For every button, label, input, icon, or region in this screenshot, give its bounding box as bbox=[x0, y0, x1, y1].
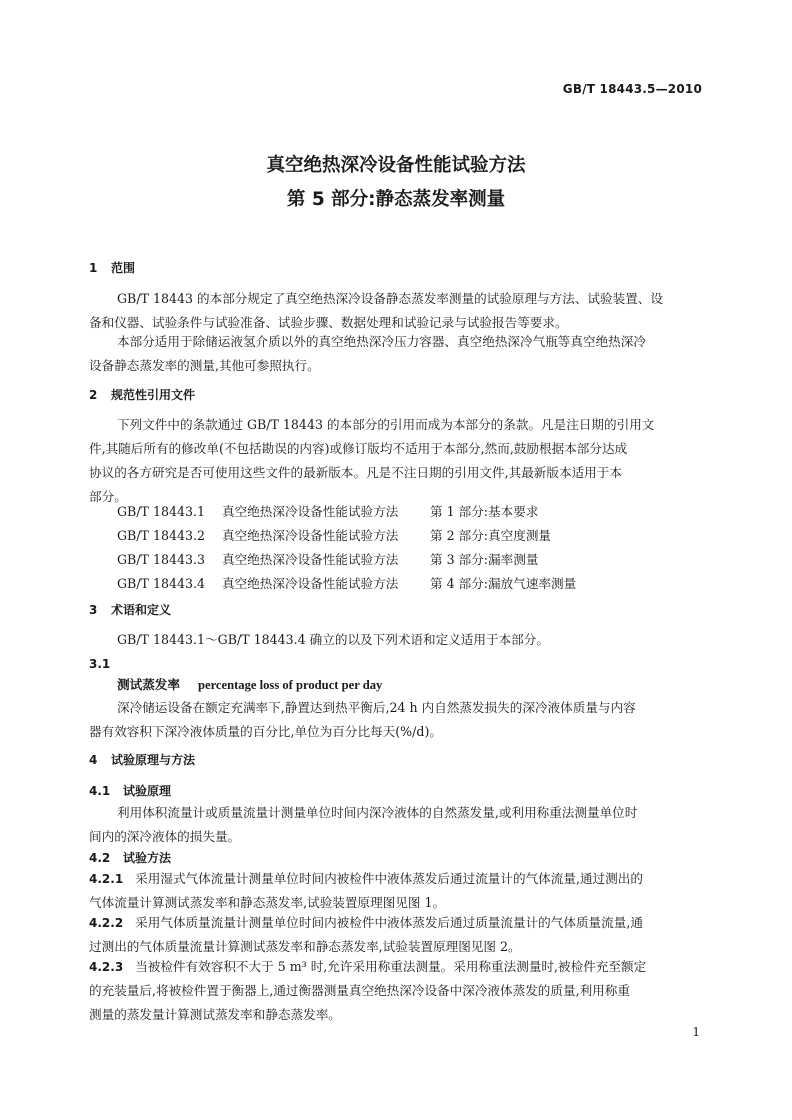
paragraph-line: 4.2.2 采用气体质量流量计测量单位时间内被检件中液体蒸发后通过质量流量计的气体质量流量,通 bbox=[89, 915, 643, 930]
paragraph-line: 深冷储运设备在额定充满率下,静置达到热平衡后,24 h 内自然蒸发损失的深冷液体质量与内容 bbox=[117, 700, 636, 715]
subsection-heading: 4.2 试验方法 bbox=[89, 851, 172, 865]
standard-number: GB/T 18443.5—2010 bbox=[562, 82, 702, 96]
paragraph-line: 气体流量计算测试蒸发率和静态蒸发率,试验装置原理图见图 1。 bbox=[89, 895, 446, 910]
section-heading: 2 规范性引用文件 bbox=[89, 388, 196, 402]
reference-item: GB/T 18443.1 真空绝热深冷设备性能试验方法 第 1 部分:基本要求 bbox=[117, 504, 539, 519]
paragraph-line: 协议的各方研究是否可使用这些文件的最新版本。凡是不注日期的引用文件,其最新版本适用于本 bbox=[89, 465, 622, 480]
paragraph-line: 间内的深冷液体的损失量。 bbox=[89, 829, 241, 844]
reference-item: GB/T 18443.2 真空绝热深冷设备性能试验方法 第 2 部分:真空度测量 bbox=[117, 528, 552, 543]
paragraph-line: 4.2.1 采用湿式气体流量计测量单位时间内被检件中液体蒸发后通过流量计的气体流量,通过测出的 bbox=[89, 871, 643, 886]
paragraph-line: 测量的蒸发量计算测试蒸发率和静态蒸发率。 bbox=[89, 1007, 341, 1022]
paragraph-line: 部分。 bbox=[89, 489, 127, 504]
subsection-heading: 4.1 试验原理 bbox=[89, 784, 172, 798]
paragraph-line: 4.2.3 当被检件有效容积不大于 5 m³ 时,允许采用称重法测量。采用称重法测量时,被检件充至额定 bbox=[89, 959, 647, 974]
section-heading: 3 术语和定义 bbox=[89, 603, 172, 617]
page-number: 1 bbox=[692, 1025, 700, 1039]
reference-item: GB/T 18443.3 真空绝热深冷设备性能试验方法 第 3 部分:漏率测量 bbox=[117, 552, 539, 567]
paragraph-line: 备和仪器、试验条件与试验准备、试验步骤、数据处理和试验记录与试验报告等要求。 bbox=[89, 315, 568, 330]
term-entry: 测试蒸发率 percentage loss of product per day bbox=[117, 677, 383, 692]
section-heading: 4 试验原理与方法 bbox=[89, 753, 196, 767]
reference-item: GB/T 18443.4 真空绝热深冷设备性能试验方法 第 4 部分:漏放气速率测量 bbox=[117, 576, 577, 591]
document-title: 真空绝热深冷设备性能试验方法 bbox=[266, 155, 526, 176]
paragraph-line: 器有效容积下深冷液体质量的百分比,单位为百分比每天(%/d)。 bbox=[89, 724, 442, 739]
paragraph-line: 利用体积流量计或质量流量计测量单位时间内深冷液体的自然蒸发量,或利用称重法测量单位时 bbox=[117, 805, 638, 820]
paragraph-line: 设备静态蒸发率的测量,其他可参照执行。 bbox=[89, 358, 320, 373]
paragraph-line: 下列文件中的条款通过 GB/T 18443 的本部分的引用而成为本部分的条款。凡是注日期的引用文 bbox=[117, 417, 655, 432]
paragraph-line: 的充装量后,将被检件置于衡器上,通过衡器测量真空绝热深冷设备中深冷液体蒸发的质量,利用称重 bbox=[89, 983, 630, 998]
paragraph-line: 过测出的气体质量流量计算测试蒸发率和静态蒸发率,试验装置原理图见图 2。 bbox=[89, 939, 521, 954]
paragraph-line: GB/T 18443 的本部分规定了真空绝热深冷设备静态蒸发率测量的试验原理与方法、试验装置、设 bbox=[117, 291, 663, 306]
paragraph-line: 件,其随后所有的修改单(不包括勘误的内容)或修订版均不适用于本部分,然而,鼓励根据本部分达成 bbox=[89, 441, 628, 456]
document-subtitle: 第 5 部分:静态蒸发率测量 bbox=[286, 189, 506, 210]
paragraph-line: GB/T 18443.1～GB/T 18443.4 确立的以及下列术语和定义适用于本部分。 bbox=[117, 632, 549, 647]
clause-number: 3.1 bbox=[89, 657, 111, 671]
section-heading: 1 范围 bbox=[89, 261, 136, 275]
paragraph-line: 本部分适用于除储运液氢介质以外的真空绝热深冷压力容器、真空绝热深冷气瓶等真空绝热深冷 bbox=[117, 334, 646, 349]
